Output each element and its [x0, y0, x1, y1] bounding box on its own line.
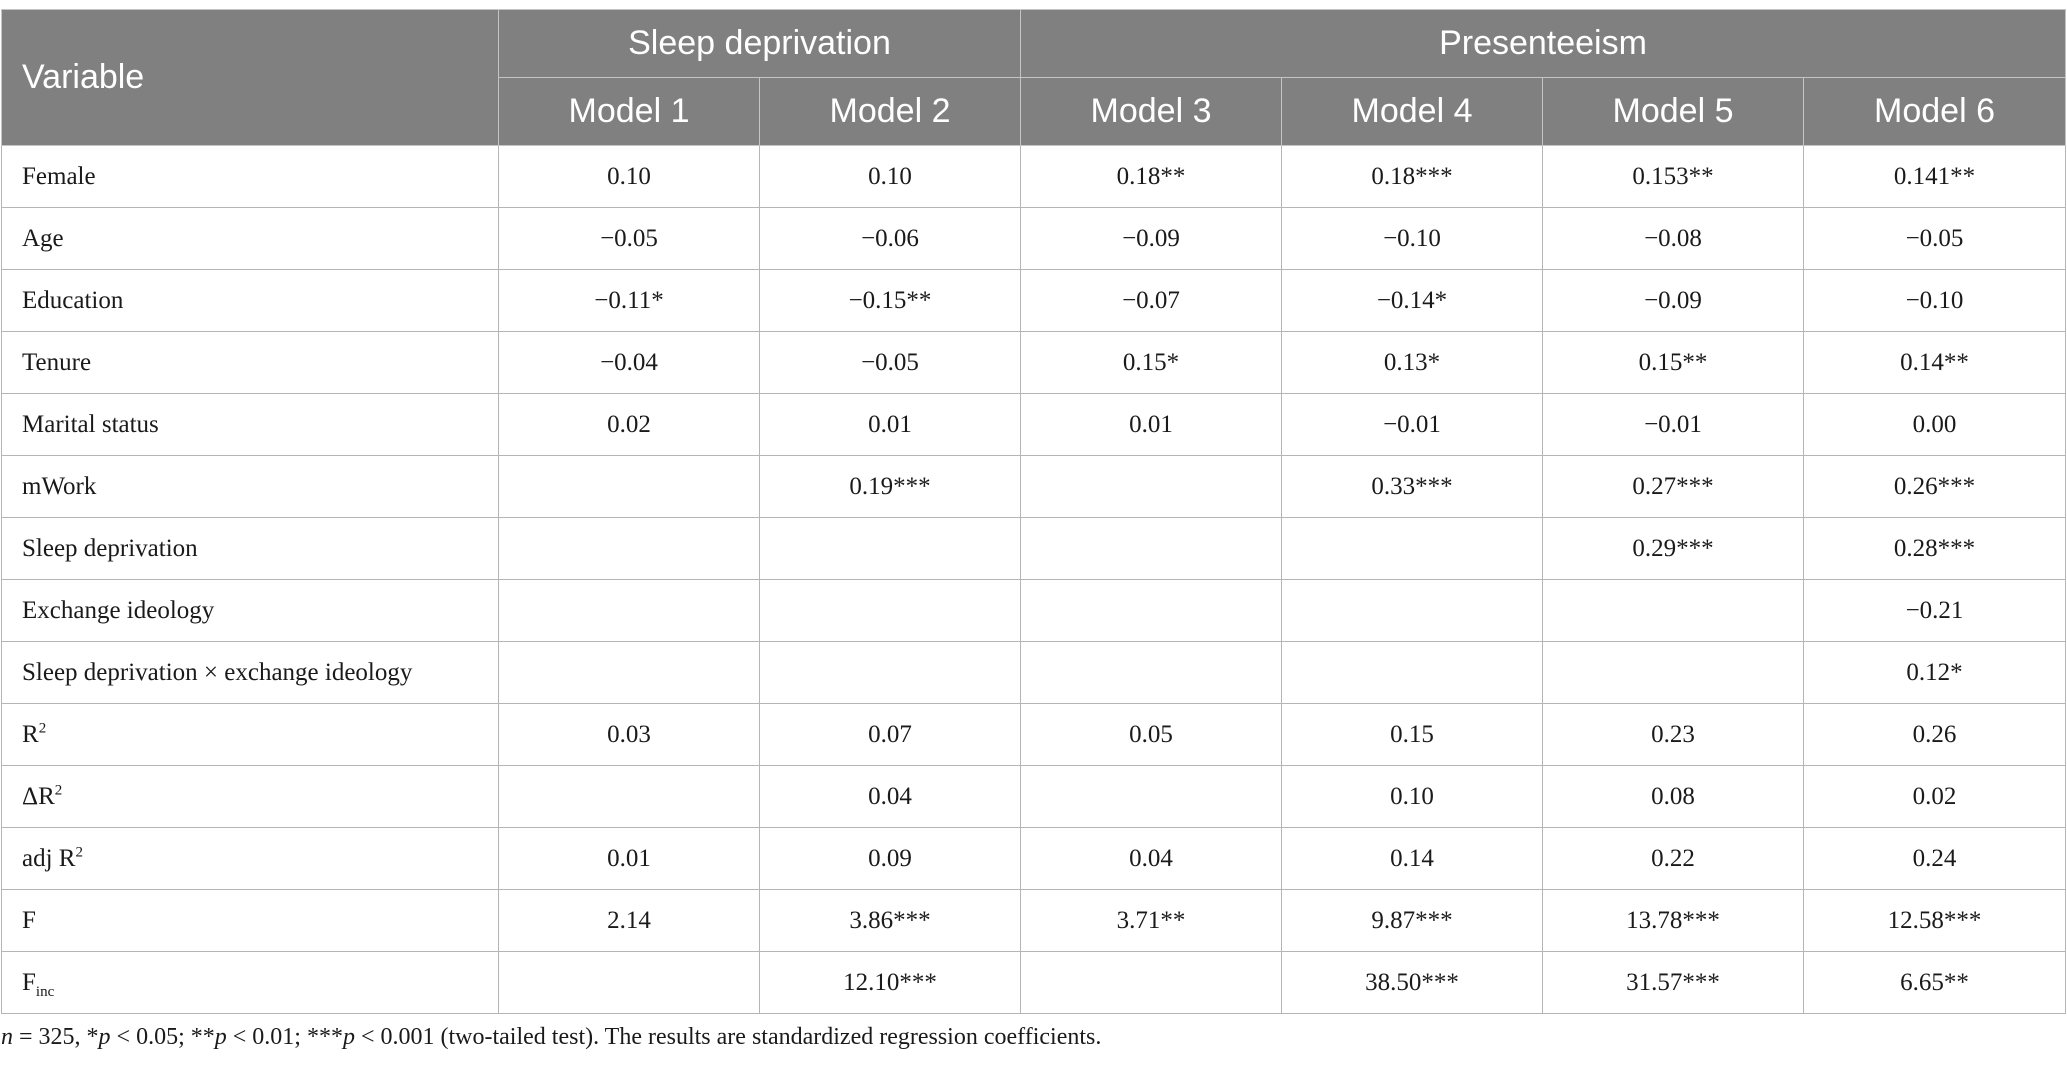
- table-row: [2, 146, 2066, 208]
- row-label-subscript: inc: [35, 983, 55, 1000]
- row-label: F: [22, 968, 36, 996]
- coefficient-cell: −0.11*: [499, 270, 760, 332]
- coefficient-cell: [760, 518, 1021, 580]
- coefficient-cell: [1021, 766, 1282, 828]
- note-p: p: [342, 1024, 355, 1050]
- note-text: < 0.001 (two-tailed test). The results are standardized regression coefficients.: [354, 1024, 1102, 1050]
- model-header: Model 6: [1804, 78, 2066, 146]
- coefficient-cell: 0.10: [499, 146, 760, 208]
- coefficient-cell: 0.10: [1282, 766, 1543, 828]
- row-label: Tenure: [22, 348, 92, 376]
- coefficient-cell: 0.01: [499, 828, 760, 890]
- coefficient-cell: [499, 456, 760, 518]
- row-label-cell: [2, 952, 499, 1014]
- model-header: Model 5: [1543, 78, 1804, 146]
- header-group-row: [2, 10, 2066, 78]
- model-header: Model 2: [760, 78, 1021, 146]
- table-row: [2, 208, 2066, 270]
- model-header: Model 3: [1021, 78, 1282, 146]
- coefficient-cell: 0.141**: [1804, 146, 2066, 208]
- coefficient-cell: 0.15*: [1021, 332, 1282, 394]
- coefficient-cell: 0.14**: [1804, 332, 2066, 394]
- coefficient-cell: −0.05: [499, 208, 760, 270]
- coefficient-cell: 0.07: [760, 704, 1021, 766]
- coefficient-cell: −0.01: [1543, 394, 1804, 456]
- row-label: Exchange ideology: [22, 596, 215, 624]
- coefficient-cell: 3.71**: [1021, 890, 1282, 952]
- row-label: Education: [22, 286, 124, 314]
- coefficient-cell: 0.18**: [1021, 146, 1282, 208]
- coefficient-cell: 0.10: [760, 146, 1021, 208]
- coefficient-cell: 0.22: [1543, 828, 1804, 890]
- note-text: < 0.05; **: [110, 1024, 215, 1050]
- row-label-cell: [2, 642, 499, 704]
- coefficient-cell: 0.15**: [1543, 332, 1804, 394]
- note-p: p: [214, 1024, 227, 1050]
- row-label: ΔR: [22, 782, 55, 810]
- coefficient-cell: −0.09: [1543, 270, 1804, 332]
- table-row: [2, 456, 2066, 518]
- coefficient-cell: −0.05: [1804, 208, 2066, 270]
- coefficient-cell: −0.06: [760, 208, 1021, 270]
- group-header-sleep-deprivation: Sleep deprivation: [499, 10, 1021, 78]
- row-label-superscript: 2: [54, 782, 63, 799]
- coefficient-cell: 0.09: [760, 828, 1021, 890]
- table-row: [2, 952, 2066, 1014]
- table-row: [2, 580, 2066, 642]
- coefficient-cell: 0.14: [1282, 828, 1543, 890]
- row-label-cell: [2, 146, 499, 208]
- coefficient-cell: 0.18***: [1282, 146, 1543, 208]
- coefficient-cell: 0.33***: [1282, 456, 1543, 518]
- coefficient-cell: 0.04: [760, 766, 1021, 828]
- group-header-presenteeism: Presenteeism: [1021, 10, 2066, 78]
- coefficient-cell: −0.10: [1282, 208, 1543, 270]
- table-row: [2, 642, 2066, 704]
- table-row: [2, 890, 2066, 952]
- coefficient-cell: −0.08: [1543, 208, 1804, 270]
- row-label: Sleep deprivation: [22, 534, 198, 562]
- coefficient-cell: −0.01: [1282, 394, 1543, 456]
- coefficient-cell: −0.04: [499, 332, 760, 394]
- coefficient-cell: −0.14*: [1282, 270, 1543, 332]
- coefficient-cell: 0.153**: [1543, 146, 1804, 208]
- coefficient-cell: [499, 952, 760, 1014]
- coefficient-cell: 0.01: [760, 394, 1021, 456]
- table-row: [2, 704, 2066, 766]
- row-label-cell: [2, 208, 499, 270]
- variable-header: Variable: [2, 10, 499, 146]
- table-row: [2, 332, 2066, 394]
- table-row: [2, 518, 2066, 580]
- coefficient-cell: 0.28***: [1804, 518, 2066, 580]
- coefficient-cell: [1021, 642, 1282, 704]
- coefficient-cell: 0.04: [1021, 828, 1282, 890]
- table-row: [2, 766, 2066, 828]
- coefficient-cell: 12.10***: [760, 952, 1021, 1014]
- coefficient-cell: 0.00: [1804, 394, 2066, 456]
- row-label-cell: [2, 828, 499, 890]
- row-label: adj R: [22, 844, 76, 872]
- model-header: Model 1: [499, 78, 760, 146]
- coefficient-cell: 6.65**: [1804, 952, 2066, 1014]
- coefficient-cell: [1282, 518, 1543, 580]
- row-label-cell: [2, 580, 499, 642]
- coefficient-cell: [1282, 580, 1543, 642]
- note-text: = 325, *: [13, 1024, 99, 1050]
- table-row: [2, 828, 2066, 890]
- coefficient-cell: [1282, 642, 1543, 704]
- coefficient-cell: 0.15: [1282, 704, 1543, 766]
- row-label-cell: [2, 518, 499, 580]
- table-body: [2, 146, 2066, 1014]
- coefficient-cell: −0.21: [1804, 580, 2066, 642]
- row-label: F: [22, 906, 36, 934]
- coefficient-cell: 2.14: [499, 890, 760, 952]
- note-p: p: [98, 1024, 111, 1050]
- coefficient-cell: [1021, 580, 1282, 642]
- row-label-cell: [2, 766, 499, 828]
- row-label: Age: [22, 224, 64, 252]
- row-label-cell: [2, 456, 499, 518]
- row-label: Female: [22, 162, 96, 190]
- coefficient-cell: [499, 518, 760, 580]
- note-text: < 0.01; ***: [226, 1024, 343, 1050]
- row-label-cell: [2, 332, 499, 394]
- coefficient-cell: −0.15**: [760, 270, 1021, 332]
- coefficient-cell: 13.78***: [1543, 890, 1804, 952]
- row-label: R: [22, 720, 39, 748]
- coefficient-cell: [1543, 642, 1804, 704]
- table-header: [2, 10, 2066, 146]
- table-row: [2, 394, 2066, 456]
- coefficient-cell: 0.02: [499, 394, 760, 456]
- coefficient-cell: [760, 580, 1021, 642]
- row-label-cell: [2, 270, 499, 332]
- row-label-cell: [2, 394, 499, 456]
- coefficient-cell: [760, 642, 1021, 704]
- coefficient-cell: [1021, 518, 1282, 580]
- coefficient-cell: 0.19***: [760, 456, 1021, 518]
- coefficient-cell: [499, 580, 760, 642]
- coefficient-cell: −0.07: [1021, 270, 1282, 332]
- regression-table: [1, 9, 2066, 1014]
- coefficient-cell: 0.02: [1804, 766, 2066, 828]
- row-label-superscript: 2: [38, 720, 47, 737]
- coefficient-cell: [1543, 580, 1804, 642]
- row-label: Sleep deprivation × exchange ideology: [22, 658, 413, 686]
- coefficient-cell: 0.05: [1021, 704, 1282, 766]
- row-label-superscript: 2: [75, 844, 83, 861]
- model-header: Model 4: [1282, 78, 1543, 146]
- table-row: [2, 270, 2066, 332]
- row-label-cell: [2, 890, 499, 952]
- note-n: n: [1, 1024, 13, 1050]
- coefficient-cell: 3.86***: [760, 890, 1021, 952]
- coefficient-cell: [499, 642, 760, 704]
- regression-table-container: [1, 9, 2066, 1014]
- coefficient-cell: −0.05: [760, 332, 1021, 394]
- row-label: mWork: [22, 472, 97, 500]
- coefficient-cell: [1021, 456, 1282, 518]
- coefficient-cell: 0.13*: [1282, 332, 1543, 394]
- coefficient-cell: 0.01: [1021, 394, 1282, 456]
- coefficient-cell: 0.29***: [1543, 518, 1804, 580]
- coefficient-cell: −0.10: [1804, 270, 2066, 332]
- coefficient-cell: −0.09: [1021, 208, 1282, 270]
- coefficient-cell: 0.08: [1543, 766, 1804, 828]
- coefficient-cell: 0.24: [1804, 828, 2066, 890]
- coefficient-cell: 31.57***: [1543, 952, 1804, 1014]
- coefficient-cell: [1021, 952, 1282, 1014]
- coefficient-cell: 0.26***: [1804, 456, 2066, 518]
- coefficient-cell: 12.58***: [1804, 890, 2066, 952]
- coefficient-cell: [499, 766, 760, 828]
- coefficient-cell: 0.03: [499, 704, 760, 766]
- row-label-cell: [2, 704, 499, 766]
- row-label: Marital status: [22, 410, 159, 438]
- table-footnote: [1, 1024, 1101, 1051]
- coefficient-cell: 0.23: [1543, 704, 1804, 766]
- coefficient-cell: 9.87***: [1282, 890, 1543, 952]
- coefficient-cell: 0.26: [1804, 704, 2066, 766]
- coefficient-cell: 38.50***: [1282, 952, 1543, 1014]
- coefficient-cell: 0.27***: [1543, 456, 1804, 518]
- coefficient-cell: 0.12*: [1804, 642, 2066, 704]
